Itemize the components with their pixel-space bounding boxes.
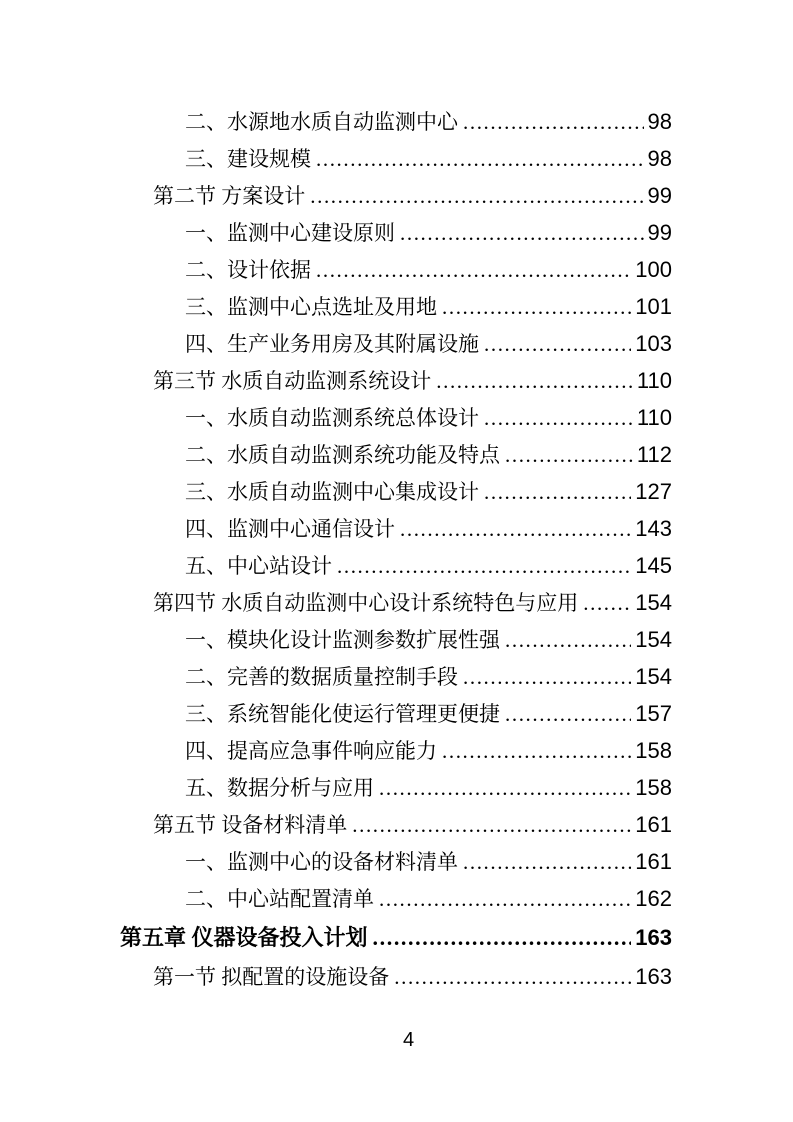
toc-entry-page: 143 (635, 516, 672, 541)
toc-entry[interactable] (120, 399, 672, 436)
page-number: 4 (402, 1029, 415, 1051)
toc-entry-label: 三、监测中心点选址及用地 (185, 295, 437, 319)
toc-entry-page: 157 (635, 701, 672, 726)
toc-entry-label: 三、系统智能化使运行管理更便捷 (185, 702, 500, 726)
toc-leader-dots (484, 326, 631, 363)
toc-entry-label: 三、水质自动监测中心集成设计 (185, 480, 479, 504)
toc-entry[interactable] (120, 769, 672, 806)
toc-leader-dots (400, 215, 644, 252)
toc-leader-dots (379, 881, 631, 918)
toc-entry-page: 163 (635, 925, 672, 950)
toc-entry[interactable] (120, 103, 672, 140)
toc-entry-label: 第三节 水质自动监测系统设计 (153, 369, 432, 393)
toc-leader-dots (442, 733, 631, 770)
toc-entry-label: 一、监测中心的设备材料清单 (185, 850, 458, 874)
toc-entry-page: 158 (635, 738, 672, 763)
toc-entry-page: 98 (647, 146, 672, 171)
toc-entry[interactable] (120, 473, 672, 510)
toc-entry-page: 162 (635, 886, 672, 911)
toc-entry[interactable] (120, 843, 672, 880)
toc-entry[interactable] (120, 510, 672, 547)
toc-entry-page: 99 (647, 220, 672, 245)
toc-leader-dots (373, 917, 632, 958)
toc-entry-page: 112 (636, 442, 672, 467)
toc-entry[interactable] (120, 325, 672, 362)
toc-entry[interactable] (120, 621, 672, 658)
toc-entry-page: 145 (635, 553, 672, 578)
toc-entry[interactable] (120, 584, 672, 621)
table-of-contents (120, 103, 672, 995)
toc-entry-label: 一、监测中心建设原则 (185, 221, 395, 245)
toc-entry-page: 101 (635, 294, 672, 319)
toc-leader-dots (337, 548, 631, 585)
toc-entry-label: 四、监测中心通信设计 (185, 517, 395, 541)
toc-entry-label: 五、数据分析与应用 (185, 776, 374, 800)
toc-leader-dots (463, 659, 631, 696)
toc-entry[interactable] (120, 362, 672, 399)
toc-entry[interactable] (120, 806, 672, 843)
toc-leader-dots (463, 104, 644, 141)
toc-leader-dots (316, 141, 644, 178)
toc-entry[interactable] (120, 288, 672, 325)
toc-entry-label: 四、生产业务用房及其附属设施 (185, 332, 479, 356)
toc-entry-label: 二、完善的数据质量控制手段 (185, 665, 458, 689)
toc-entry-label: 二、设计依据 (185, 258, 311, 282)
toc-entry-page: 110 (636, 368, 672, 393)
toc-entry-label: 第一节 拟配置的设施设备 (153, 965, 390, 989)
toc-entry[interactable] (120, 547, 672, 584)
toc-leader-dots (583, 585, 631, 622)
toc-entry-label: 第五节 设备材料清单 (153, 813, 348, 837)
toc-entry-page: 154 (635, 664, 672, 689)
toc-entry-page: 161 (635, 812, 672, 837)
toc-entry-label: 二、中心站配置清单 (185, 887, 374, 911)
toc-entry-page: 161 (635, 849, 672, 874)
toc-entry[interactable] (120, 695, 672, 732)
toc-entry-label: 四、提高应急事件响应能力 (185, 739, 437, 763)
toc-leader-dots (463, 844, 631, 881)
toc-leader-dots (352, 807, 631, 844)
toc-entry-page: 98 (647, 109, 672, 134)
toc-leader-dots (442, 289, 631, 326)
toc-entry-page: 158 (635, 775, 672, 800)
toc-leader-dots (394, 959, 631, 996)
toc-entry-page: 100 (635, 257, 672, 282)
toc-leader-dots (484, 474, 631, 511)
toc-entry[interactable] (120, 436, 672, 473)
toc-entry-label: 二、水质自动监测系统功能及特点 (185, 443, 500, 467)
toc-entry-page: 154 (635, 627, 672, 652)
toc-leader-dots (436, 363, 633, 400)
toc-entry-label: 二、水源地水质自动监测中心 (185, 110, 458, 134)
toc-leader-dots (400, 511, 631, 548)
toc-entry-page: 110 (636, 405, 672, 430)
toc-entry[interactable] (120, 880, 672, 917)
toc-entry-label: 三、建设规模 (185, 147, 311, 171)
toc-entry-page: 154 (635, 590, 672, 615)
toc-leader-dots (316, 252, 631, 289)
toc-entry-label: 第五章 仪器设备投入计划 (120, 925, 368, 950)
toc-leader-dots (505, 437, 633, 474)
toc-entry-page: 127 (635, 479, 672, 504)
toc-leader-dots (505, 622, 631, 659)
toc-entry[interactable] (120, 917, 672, 958)
toc-entry[interactable] (120, 251, 672, 288)
toc-entry[interactable] (120, 177, 672, 214)
toc-leader-dots (379, 770, 631, 807)
toc-entry[interactable] (120, 140, 672, 177)
toc-entry[interactable] (120, 732, 672, 769)
toc-entry[interactable] (120, 658, 672, 695)
toc-entry-label: 一、模块化设计监测参数扩展性强 (185, 628, 500, 652)
toc-leader-dots (505, 696, 631, 733)
toc-entry-page: 99 (647, 183, 672, 208)
toc-entry-label: 第二节 方案设计 (153, 184, 306, 208)
toc-leader-dots (310, 178, 643, 215)
toc-entry[interactable] (120, 214, 672, 251)
toc-leader-dots (484, 400, 633, 437)
toc-entry[interactable] (120, 958, 672, 995)
toc-entry-label: 第四节 水质自动监测中心设计系统特色与应用 (153, 591, 579, 615)
toc-entry-page: 103 (635, 331, 672, 356)
toc-entry-page: 163 (635, 964, 672, 989)
toc-entry-label: 一、水质自动监测系统总体设计 (185, 406, 479, 430)
toc-entry-label: 五、中心站设计 (185, 554, 332, 578)
